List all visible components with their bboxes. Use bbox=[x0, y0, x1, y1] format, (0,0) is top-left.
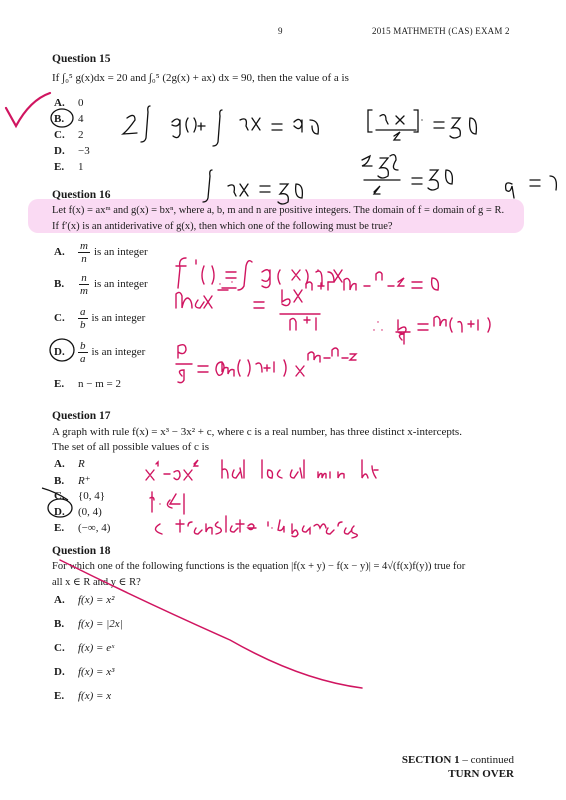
option-label: C. bbox=[54, 642, 65, 654]
q18-option-c[interactable] bbox=[54, 642, 114, 654]
checkmark-icon bbox=[6, 93, 50, 126]
option-label: B. bbox=[54, 113, 65, 125]
option-text: (0, 4) bbox=[78, 506, 102, 518]
option-text: f(x) = |2x| bbox=[78, 618, 123, 630]
option-text: is an integer bbox=[93, 246, 148, 259]
q16-option-a[interactable] bbox=[54, 240, 148, 265]
question-17-title: Question 17 bbox=[52, 410, 111, 422]
question-18-stem-line1: For which one of the following functions is the equation |f(x + y) − f(x − y)| = 4√(f(x)f(y)) true for bbox=[52, 561, 466, 572]
option-text: R bbox=[78, 458, 85, 470]
q17-option-c[interactable] bbox=[54, 490, 105, 502]
option-label: A. bbox=[54, 594, 65, 606]
q16-option-e[interactable] bbox=[54, 378, 121, 390]
option-label: A. bbox=[54, 246, 65, 259]
option-label: E. bbox=[54, 690, 65, 702]
q15-option-e[interactable] bbox=[54, 161, 84, 173]
question-18-stem-line2: all x ∈ R and y ∈ R? bbox=[52, 577, 141, 588]
option-label: A. bbox=[54, 458, 65, 470]
footer-section-label: SECTION 1 bbox=[401, 754, 460, 766]
q17-option-d[interactable] bbox=[54, 506, 102, 518]
option-label: C. bbox=[54, 129, 65, 141]
option-text: (−∞, 4) bbox=[78, 522, 111, 534]
option-text: R⁺ bbox=[78, 475, 91, 487]
option-label: E. bbox=[54, 161, 65, 173]
footer-continued: – continued bbox=[462, 754, 514, 766]
fraction bbox=[78, 272, 90, 297]
option-label: B. bbox=[54, 618, 65, 630]
q17-option-e[interactable] bbox=[54, 522, 110, 534]
option-text: is an integer bbox=[91, 346, 146, 359]
fraction-denominator: a bbox=[80, 353, 86, 365]
option-label: B. bbox=[54, 475, 65, 487]
q18-option-d[interactable] bbox=[54, 666, 114, 678]
fraction-numerator: n bbox=[81, 272, 87, 284]
option-text: f(x) = x² bbox=[78, 594, 115, 606]
fraction-numerator: b bbox=[80, 340, 86, 352]
option-label: C. bbox=[54, 490, 65, 502]
question-16-stem-line2: If f′(x) is an antiderivative of g(x), then which one of the following must be true? bbox=[52, 221, 393, 232]
option-label: B. bbox=[54, 278, 65, 291]
q17-option-a[interactable] bbox=[54, 458, 85, 470]
question-17-stem-line2: The set of all possible values of c is bbox=[52, 441, 210, 453]
fraction-numerator: m bbox=[80, 240, 88, 252]
option-text: is an integer bbox=[93, 278, 148, 291]
option-label: E. bbox=[54, 378, 65, 390]
option-text: 2 bbox=[78, 129, 84, 141]
q18-option-a[interactable] bbox=[54, 594, 114, 606]
q15-option-a[interactable] bbox=[54, 97, 84, 109]
fraction-denominator: b bbox=[80, 319, 86, 331]
option-text: f(x) = x bbox=[78, 690, 112, 702]
option-text: is an integer bbox=[91, 312, 146, 325]
q15-option-c[interactable] bbox=[54, 129, 84, 141]
option-label: E. bbox=[54, 522, 65, 534]
q16-option-b[interactable] bbox=[54, 272, 148, 297]
working-q17 bbox=[146, 460, 378, 538]
question-17-stem-line1: A graph with rule f(x) = x³ − 3x² + c, where c is a real number, has three distinct x-intercepts. bbox=[52, 426, 462, 438]
option-text: 1 bbox=[78, 161, 84, 173]
q18-option-b[interactable] bbox=[54, 618, 123, 630]
option-label: D. bbox=[54, 346, 65, 359]
option-label: D. bbox=[54, 506, 65, 518]
option-text: n − m = 2 bbox=[78, 378, 121, 390]
turn-over-label: TURN OVER bbox=[448, 768, 514, 780]
option-label: A. bbox=[54, 97, 65, 109]
q18-option-e[interactable] bbox=[54, 690, 111, 702]
working-q15 bbox=[123, 106, 556, 204]
q15-option-b[interactable] bbox=[54, 113, 84, 125]
fraction-numerator: a bbox=[80, 306, 86, 318]
question-15-stem: If ∫₀⁵ g(x)dx = 20 and ∫₀⁵ (2g(x) + ax) dx = 90, then the value of a is bbox=[52, 72, 349, 84]
fraction bbox=[78, 340, 88, 365]
question-16-stem-line1: Let f(x) = axᵐ and g(x) = bxⁿ, where a, b, m and n are positive integers. The domain of f = domain of g = R. bbox=[52, 205, 505, 216]
footer-section bbox=[402, 754, 514, 766]
q15-option-d[interactable] bbox=[54, 145, 90, 157]
fraction-denominator: n bbox=[81, 253, 87, 265]
question-18-title: Question 18 bbox=[52, 545, 111, 557]
option-label: D. bbox=[54, 145, 65, 157]
q16-option-c[interactable] bbox=[54, 306, 145, 331]
working-q16 bbox=[176, 258, 490, 383]
fraction bbox=[78, 240, 90, 265]
option-text: −3 bbox=[78, 145, 90, 157]
fraction bbox=[78, 306, 88, 331]
option-label: C. bbox=[54, 312, 65, 325]
option-text: 4 bbox=[78, 113, 84, 125]
page-number: 9 bbox=[278, 26, 283, 36]
question-15-title: Question 15 bbox=[52, 53, 111, 65]
option-label: D. bbox=[54, 666, 65, 678]
option-text: {0, 4} bbox=[78, 490, 106, 502]
option-text: f(x) = eˣ bbox=[78, 642, 115, 654]
option-text: f(x) = x³ bbox=[78, 666, 115, 678]
option-text: 0 bbox=[78, 97, 84, 109]
q17-option-b[interactable] bbox=[54, 474, 91, 487]
fraction-denominator: m bbox=[80, 285, 88, 297]
question-16-title: Question 16 bbox=[52, 189, 111, 201]
exam-header: 2015 MATHMETH (CAS) EXAM 2 bbox=[372, 26, 510, 36]
q16-option-d[interactable] bbox=[54, 340, 145, 365]
